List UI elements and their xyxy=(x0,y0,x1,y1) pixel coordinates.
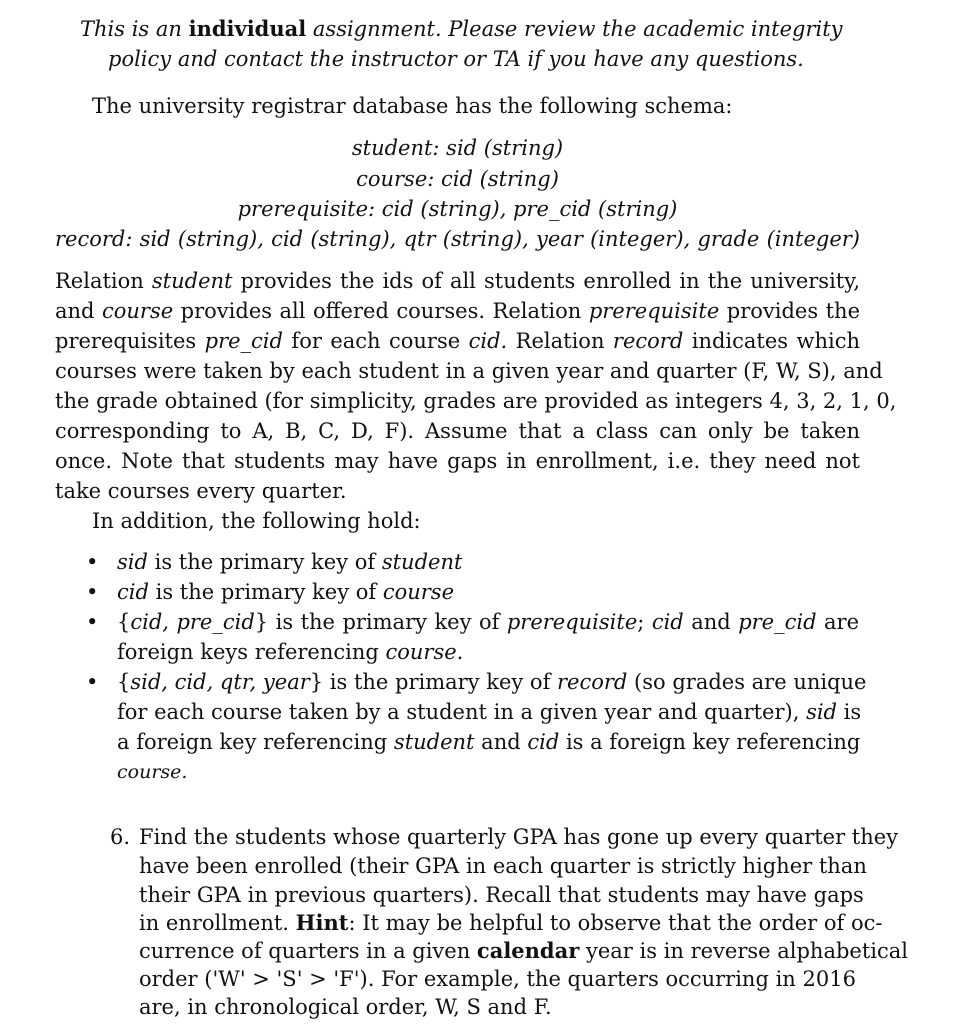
schema-intro: The university registrar database has the following schema: xyxy=(92,94,733,118)
bullet-4-line-2: for each course taken by a student in a given year and quarter), sid is xyxy=(117,700,862,724)
bullet-dot-1: • xyxy=(86,550,99,574)
question-line-6: order ('W' > 'S' > 'F'). For example, the quarters occurring in 2016 xyxy=(139,967,856,991)
question-line-1: Find the students whose quarterly GPA has gone up every quarter they xyxy=(139,825,899,849)
para2: In addition, the following hold: xyxy=(92,509,421,533)
bullet-3-line-2: foreign keys referencing course. xyxy=(117,640,464,664)
question-number: 6. xyxy=(110,825,131,849)
bullet-2: cid is the primary key of course xyxy=(117,580,455,604)
header-line-2: policy and contact the instructor or TA if you have any questions. xyxy=(108,47,804,71)
para1-line-3: prerequisites pre_cid for each course cid. Relation record indicates which xyxy=(55,329,860,353)
bullet-dot-3: • xyxy=(86,610,99,634)
schema-course: course: cid (string) xyxy=(356,167,559,191)
question-line-3: their GPA in previous quarters). Recall that students may have gaps xyxy=(139,883,864,907)
para1-line-5: the grade obtained (for simplicity, grades are provided as integers 4, 3, 2, 1, 0, xyxy=(55,389,897,413)
schema-student: student: sid (string) xyxy=(351,136,564,160)
para1-line-4: courses were taken by each student in a given year and quarter (F, W, S), and xyxy=(55,359,883,383)
header-line-1: This is an individual assignment. Please review the academic integrity xyxy=(80,16,843,41)
para1-line-2: and course provides all offered courses. Relation prerequisite provides the xyxy=(55,299,860,323)
bullet-4-line-4: course. xyxy=(117,761,188,783)
bullet-4-line-3: a foreign key referencing student and cid is a foreign key referencing xyxy=(117,730,861,754)
question-line-5: currence of quarters in a given calendar year is in reverse alphabetical xyxy=(139,938,908,963)
schema-prerequisite: prerequisite: cid (string), pre_cid (string) xyxy=(237,197,678,221)
question-line-7: are, in chronological order, W, S and F. xyxy=(139,995,552,1019)
question-line-4: in enrollment. Hint: It may be helpful to observe that the order of oc- xyxy=(139,910,883,935)
bullet-dot-2: • xyxy=(86,580,99,604)
bullet-1: sid is the primary key of student xyxy=(117,550,463,574)
question-line-2: have been enrolled (their GPA in each quarter is strictly higher than xyxy=(139,854,867,878)
bullet-3-line-1: {cid, pre_cid} is the primary key of prerequisite; cid and pre_cid are xyxy=(117,610,859,634)
schema-record: record: sid (string), cid (string), qtr (string), year (integer), grade (integer) xyxy=(55,227,860,251)
para1-line-7: once. Note that students may have gaps in enrollment, i.e. they need not xyxy=(55,449,860,473)
bullet-dot-4: • xyxy=(86,670,99,694)
para1-line-6: corresponding to A, B, C, D, F). Assume that a class can only be taken xyxy=(55,419,860,443)
para1-line-8: take courses every quarter. xyxy=(55,479,347,503)
para1-line-1: Relation student provides the ids of all students enrolled in the university, xyxy=(55,269,860,293)
bullet-4-line-1: {sid, cid, qtr, year} is the primary key of record (so grades are unique xyxy=(117,670,867,694)
